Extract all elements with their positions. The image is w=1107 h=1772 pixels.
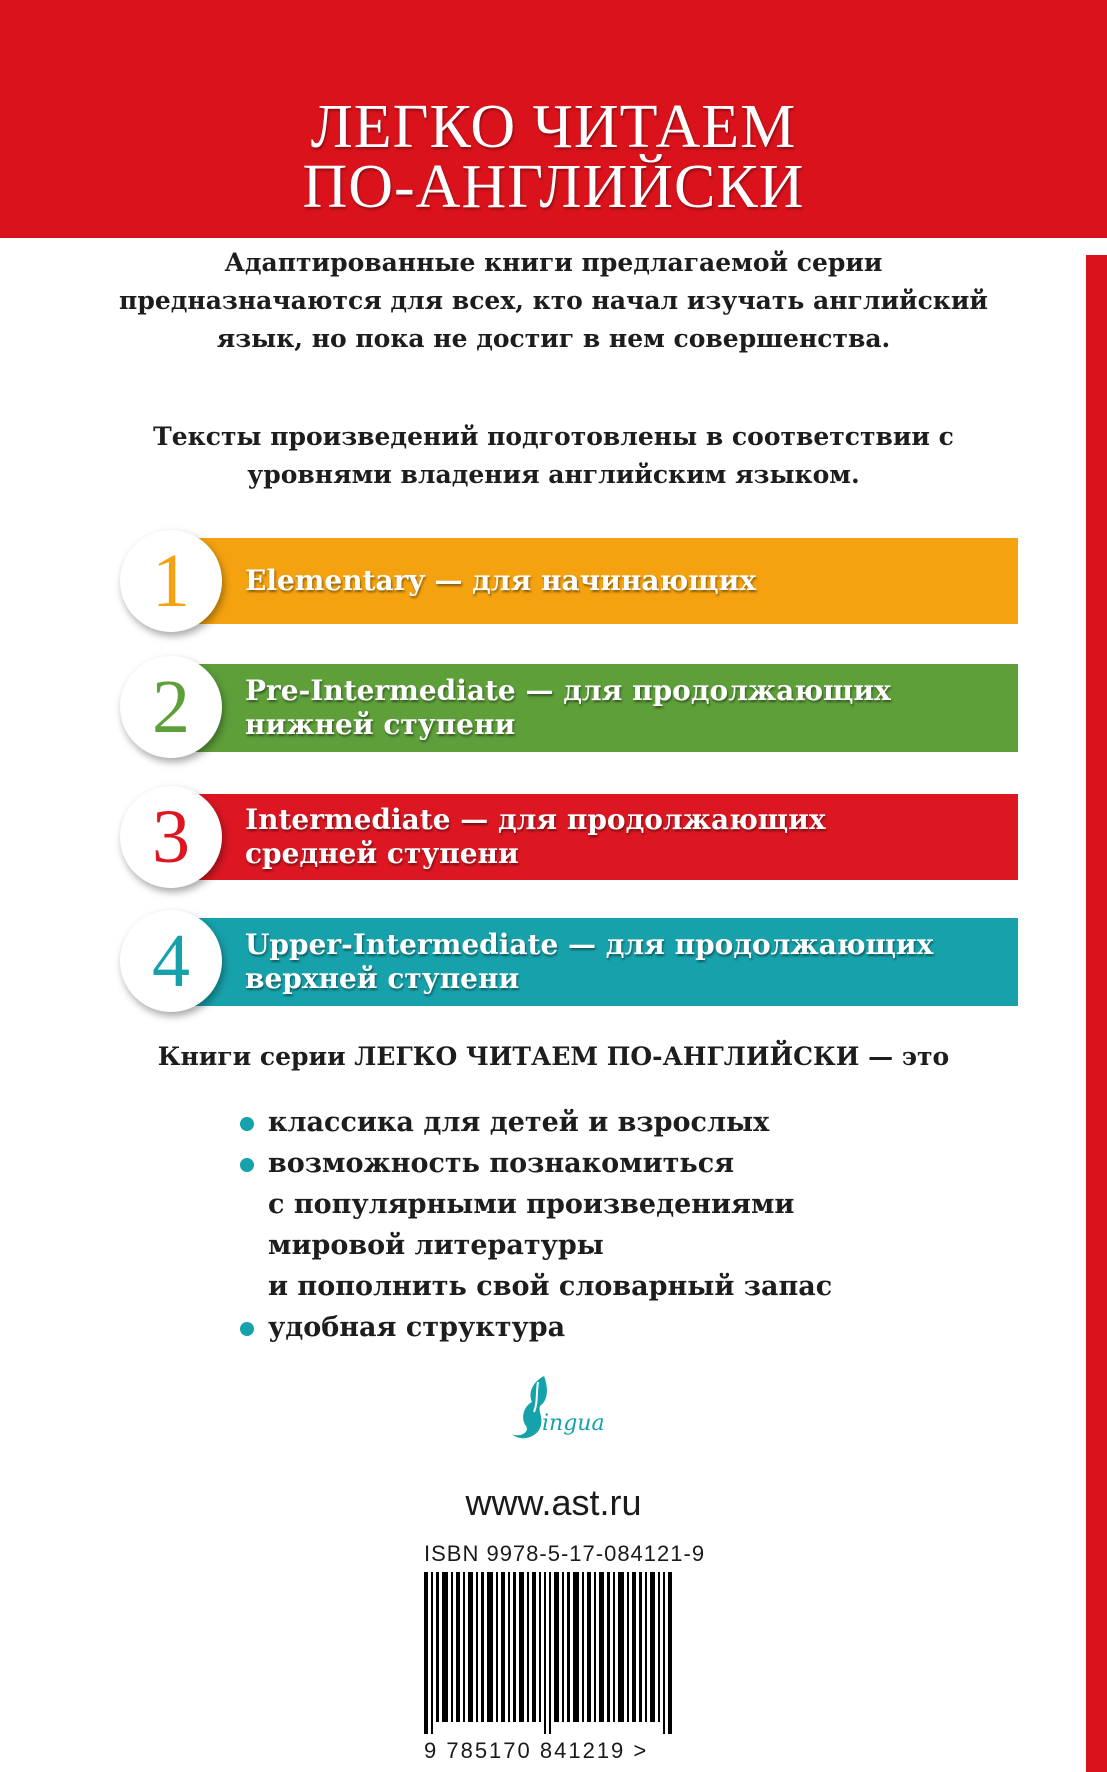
- level-number-4-text: 4: [152, 919, 190, 1003]
- list-item-text: с популярными произведениями: [268, 1189, 795, 1220]
- bullet-dot-icon: [240, 1322, 254, 1336]
- list-item-text: и пополнить свой словарный запас: [268, 1271, 833, 1302]
- list-item: [240, 1143, 940, 1307]
- level-label-1: Elementary — для начинающих: [245, 564, 757, 597]
- title-line-1: ЛЕГКО ЧИТАЕМ: [310, 93, 797, 161]
- barcode-digits: 9 785170 841219 >: [424, 1738, 649, 1763]
- barcode-icon: [424, 1572, 684, 1734]
- list-item-text: возможность познакомиться: [268, 1148, 735, 1179]
- intro-paragraph-2: Тексты произведений подготовлены в соответствии с уровнями владения английским языком.: [153, 422, 954, 489]
- level-number-2: [120, 656, 222, 758]
- list-item-text: мировой литературы: [268, 1230, 604, 1261]
- logo-wordmark: ingua: [542, 1411, 605, 1436]
- side-stripe: [1086, 255, 1107, 1772]
- level-band-2: [175, 664, 1018, 752]
- bullet-dot-icon: [240, 1158, 254, 1172]
- level-band-3: [175, 794, 1018, 880]
- level-label-4-line1: Upper-Intermediate — для продолжающих: [245, 928, 934, 961]
- list-item: [240, 1102, 940, 1143]
- level-band-4: [175, 918, 1018, 1006]
- level-label-2-line1: Pre-Intermediate — для продолжающих: [245, 674, 891, 707]
- bullet-dot-icon: [240, 1117, 254, 1131]
- level-number-1-text: 1: [152, 539, 190, 623]
- level-number-2-text: 2: [152, 665, 190, 749]
- series-intro: Книги серии ЛЕГКО ЧИТАЕМ ПО-АНГЛИЙСКИ — это: [157, 1042, 950, 1071]
- intro-paragraph-1: Адаптированные книги предлагаемой серии предназначаются для всех, кто начал изучать английский язык, но пока не достиг в нем совершенства.: [119, 248, 988, 353]
- level-label-3-line2: средней ступени: [245, 837, 519, 870]
- feature-list: [240, 1102, 940, 1348]
- level-band-1: [175, 538, 1018, 624]
- list-item-text: удобная структура: [268, 1312, 566, 1343]
- level-number-3-text: 3: [152, 795, 190, 879]
- level-label-2-line2: нижней ступени: [245, 708, 516, 741]
- header-band: [0, 0, 1107, 238]
- list-item-text: классика для детей и взрослых: [268, 1107, 770, 1138]
- title-line-2: ПО-АНГЛИЙСКИ: [302, 153, 805, 221]
- level-label-3-line1: Intermediate — для продолжающих: [245, 803, 826, 836]
- isbn-number: ISBN 9978-5-17-084121-9: [424, 1541, 706, 1566]
- level-number-3: [120, 786, 222, 888]
- level-number-4: [120, 910, 222, 1012]
- lingua-logo-icon: [498, 1372, 610, 1452]
- publisher-url: www.ast.ru: [465, 1482, 642, 1523]
- level-number-1: [120, 530, 222, 632]
- list-item: [240, 1307, 940, 1348]
- level-label-4-line2: верхней ступени: [245, 962, 520, 995]
